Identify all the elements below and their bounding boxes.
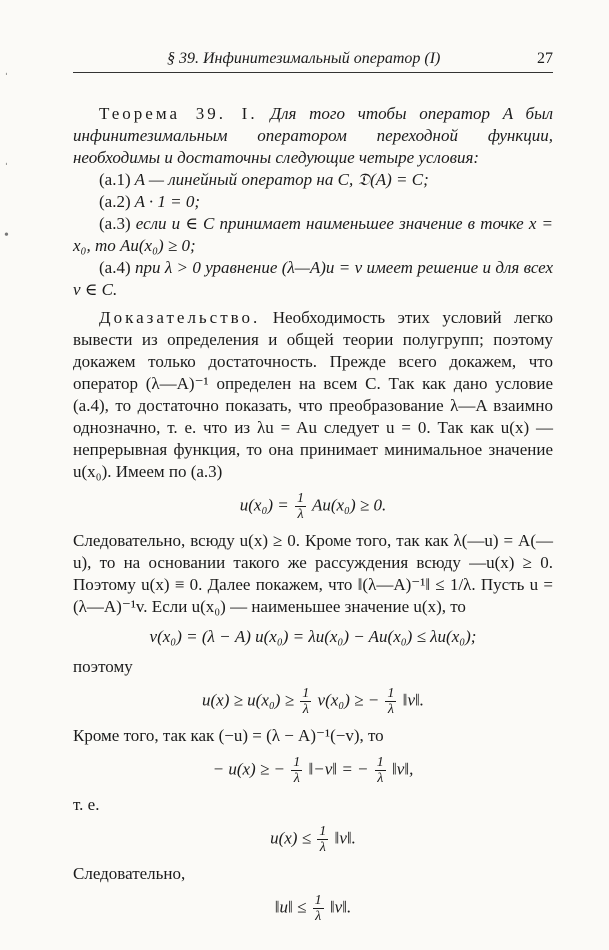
equation-2: v(x₀) = (λ − A) u(x₀) = λu(x₀) − Au(x₀) ≤ λu(x₀);: [149, 627, 477, 646]
equation-6: ‖u‖ ≤ $\frac{1}{\lambda}$ ‖v‖.: [274, 893, 352, 924]
condition-a4: (a.4) при λ > 0 уравнение (λ—A)u = v имеет решение u для всех v ∈ C.: [73, 258, 554, 299]
margin-mark: •: [4, 228, 9, 243]
proof-paragraph-5: т. е.: [73, 795, 100, 814]
condition-a3: (a.3) если u ∈ C принимает наименьшее значение в точке x = x₀, то Au(x₀) ≥ 0;: [73, 214, 553, 255]
condition-a1: (a.1) A — линейный оператор на C, 𝔇(A) = C;: [99, 170, 429, 189]
proof-paragraph-3: поэтому: [73, 657, 133, 676]
proof-paragraph-1: Доказательство. Необходимость этих условий легко вывести из определения и общей теории полугрупп; поэтому докажем только достаточность. Прежде всего докажем, что оператор (λ—A)⁻¹ определен на всем C. Так как дано условие (a.4), то достаточно показать, что преобразование λ—A взаимно однозначно, т. е. что из λu = Au следует u = 0. Так как u(x) — непрерывная функция, то она принимает минимальное значение u(x₀). Имеем по (a.3): [73, 308, 553, 481]
equation-4: − u(x) ≥ − $\frac{1}{\lambda}$ ‖−v‖ = − $\frac{1}{\lambda}$ ‖v‖,: [212, 755, 414, 786]
condition-a2: (a.2) A · 1 = 0;: [99, 192, 201, 211]
page-number: 27: [537, 50, 553, 67]
theorem-text: Для того чтобы оператор A был инфинитезимальным оператором переходной функции, необходимы и достаточны следующие четыре условия:: [73, 104, 553, 167]
equation-5: u(x) ≤ $\frac{1}{\lambda}$ ‖v‖.: [270, 824, 356, 855]
theorem-label: Теорема 39. I.: [99, 104, 258, 123]
header-title: § 39. Инфинитезимальный оператор (I): [167, 50, 441, 67]
margin-mark: ˌ: [4, 151, 9, 166]
proof-paragraph-4: Кроме того, так как (−u) = (λ − A)⁻¹(−v), то: [73, 726, 384, 745]
equation-3: u(x) ≥ u(x₀) ≥ $\frac{1}{\lambda}$ v(x₀) ≥ − $\frac{1}{\lambda}$ ‖v‖.: [201, 686, 425, 717]
proof-paragraph-6: Следовательно,: [73, 864, 186, 883]
running-header: [73, 42, 553, 73]
margin-mark: ˌ: [4, 61, 9, 76]
proof-label: Доказательство.: [99, 308, 261, 327]
book-page: [73, 42, 553, 932]
proof-paragraph-2: Следовательно, всюду u(x) ≥ 0. Кроме того, так как λ(—u) = A(—u), то на основании такого же рассуждения всюду —u(x) ≥ 0. Поэтому u(x) ≡ 0. Далее покажем, что ‖(λ—A)⁻¹‖ ≤ 1/λ. Пусть u = (λ—A)⁻¹v. Если u(x₀) — наименьшее значение u(x), то: [73, 531, 553, 616]
theorem-statement: [73, 103, 553, 169]
equation-1: u(x₀) = $\frac{1}{\lambda}$ Au(x₀) ≥ 0.: [239, 491, 387, 522]
